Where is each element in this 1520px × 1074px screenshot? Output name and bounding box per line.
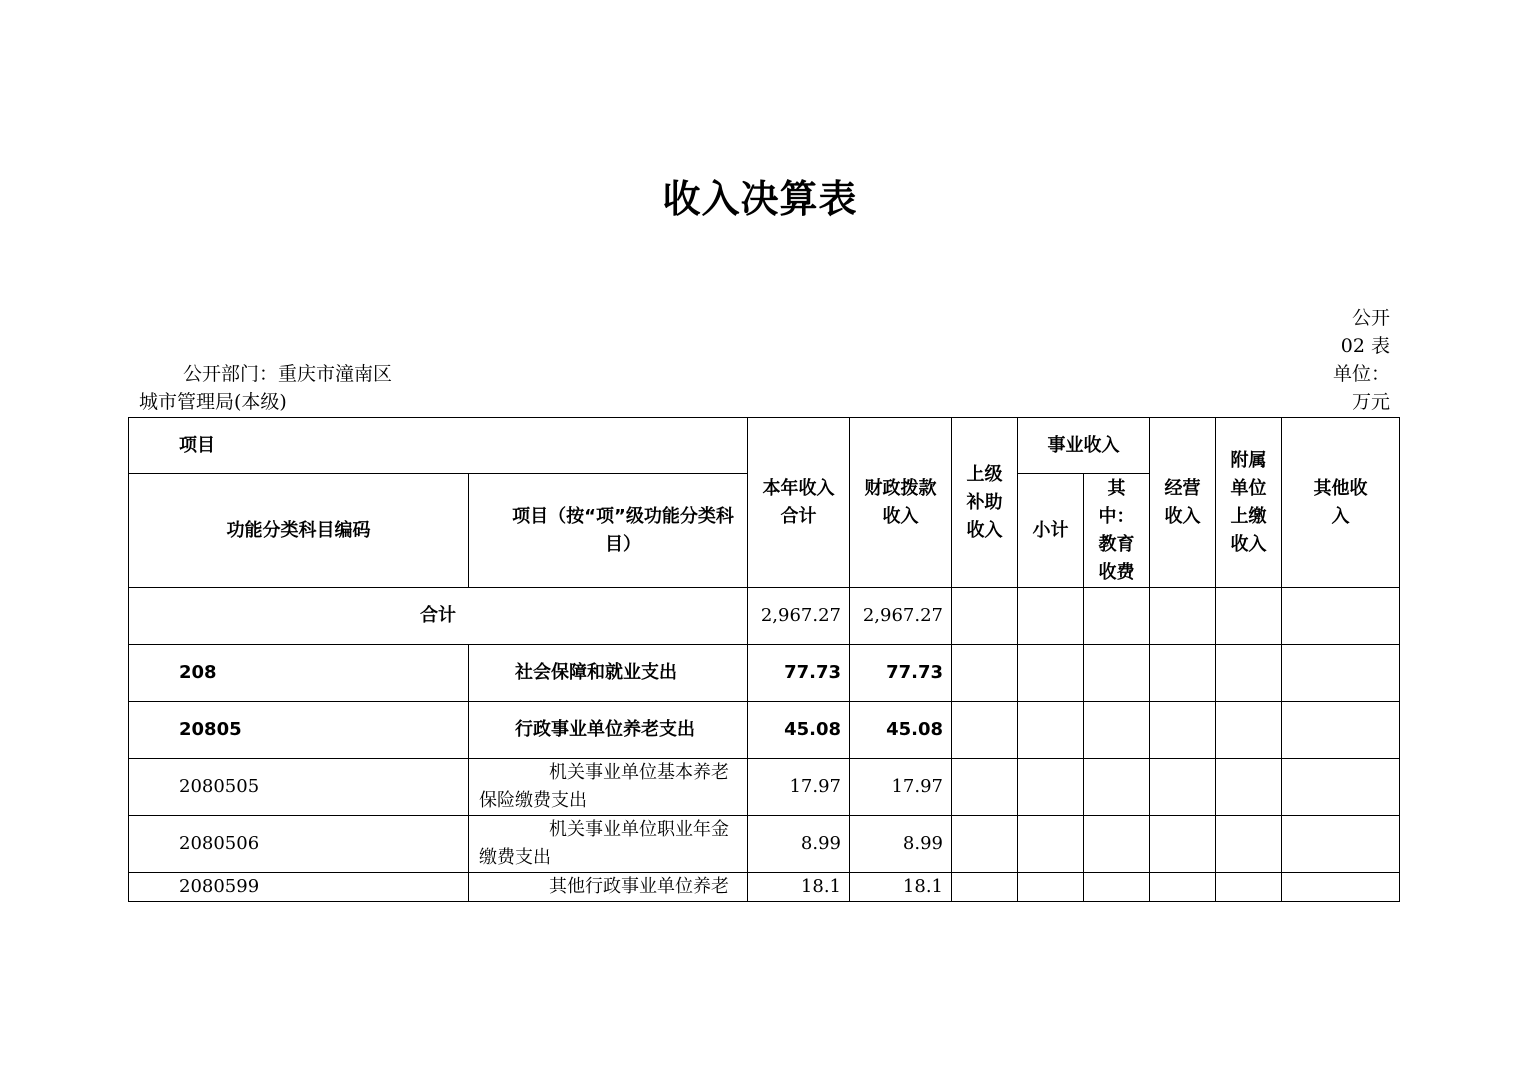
empty-cell: [1150, 759, 1216, 816]
empty-cell: [1216, 588, 1282, 645]
empty-cell: [1282, 645, 1400, 702]
table-row: [129, 702, 1400, 759]
empty-cell: [952, 588, 1018, 645]
empty-cell: [1150, 702, 1216, 759]
empty-cell: [1216, 702, 1282, 759]
row-fiscal: 18.1: [850, 873, 952, 902]
empty-cell: [1150, 588, 1216, 645]
header-name: 项目（按“项”级功能分类科目）: [469, 474, 748, 588]
header-fiscal: 财政拨款收入: [850, 418, 952, 588]
empty-cell: [1018, 759, 1084, 816]
header-affiliated: 附属单位上缴收入: [1216, 418, 1282, 588]
empty-cell: [1084, 873, 1150, 902]
row-code: 2080506: [129, 816, 469, 873]
empty-cell: [1018, 873, 1084, 902]
header-item: 项目: [129, 418, 748, 474]
row-total: 17.97: [748, 759, 850, 816]
row-fiscal: 17.97: [850, 759, 952, 816]
row-name: 其他行政事业单位养老: [469, 873, 748, 902]
empty-cell: [1084, 645, 1150, 702]
row-total: 8.99: [748, 816, 850, 873]
empty-cell: [1282, 588, 1400, 645]
empty-cell: [1018, 645, 1084, 702]
empty-cell: [1150, 873, 1216, 902]
income-table: [128, 417, 1400, 902]
empty-cell: [1282, 873, 1400, 902]
total-income: 2,967.27: [748, 588, 850, 645]
empty-cell: [1018, 702, 1084, 759]
header-education: 其中：教育收费: [1084, 474, 1150, 588]
row-total: 45.08: [748, 702, 850, 759]
row-total: 18.1: [748, 873, 850, 902]
row-code: 2080505: [129, 759, 469, 816]
empty-cell: [1216, 645, 1282, 702]
empty-cell: [1018, 816, 1084, 873]
row-code: 20805: [129, 702, 469, 759]
empty-cell: [952, 816, 1018, 873]
empty-cell: [952, 873, 1018, 902]
department-line2: 城市管理局(本级): [139, 391, 287, 413]
empty-cell: [1216, 873, 1282, 902]
unit-label: [1240, 360, 1390, 416]
row-name: 机关事业单位基本养老保险缴费支出: [469, 759, 748, 816]
empty-cell: [952, 645, 1018, 702]
row-code: 2080599: [129, 873, 469, 902]
empty-cell: [1084, 759, 1150, 816]
empty-cell: [1084, 816, 1150, 873]
row-total: 77.73: [748, 645, 850, 702]
empty-cell: [1150, 645, 1216, 702]
table-row: [129, 759, 1400, 816]
table-row-total: [129, 588, 1400, 645]
row-name: 社会保障和就业支出: [469, 645, 748, 702]
row-code: 208: [129, 645, 469, 702]
empty-cell: [952, 702, 1018, 759]
form-number: [1240, 304, 1390, 360]
empty-cell: [1216, 759, 1282, 816]
header-total: 本年收入合计: [748, 418, 850, 588]
empty-cell: [1018, 588, 1084, 645]
empty-cell: [1282, 816, 1400, 873]
header-subtotal: 小计: [1018, 474, 1084, 588]
empty-cell: [1216, 816, 1282, 873]
row-fiscal: 45.08: [850, 702, 952, 759]
empty-cell: [1282, 702, 1400, 759]
row-name: 行政事业单位养老支出: [469, 702, 748, 759]
header-code: 功能分类科目编码: [129, 474, 469, 588]
unit-line2: 万元: [1351, 391, 1390, 413]
empty-cell: [1282, 759, 1400, 816]
total-label: 合计: [129, 588, 748, 645]
empty-cell: [952, 759, 1018, 816]
table-row: [129, 873, 1400, 902]
header-other: 其他收入: [1282, 418, 1400, 588]
form-number-line1: 公开: [1351, 307, 1390, 329]
empty-cell: [1084, 702, 1150, 759]
page-title: 收入决算表: [662, 177, 858, 221]
row-name: 机关事业单位职业年金缴费支出: [469, 816, 748, 873]
form-number-line2: 02 表: [1340, 335, 1390, 357]
empty-cell: [1150, 816, 1216, 873]
total-fiscal: 2,967.27: [850, 588, 952, 645]
department-line1: 公开部门：重庆市潼南区: [183, 363, 393, 385]
table-row: [129, 816, 1400, 873]
row-fiscal: 77.73: [850, 645, 952, 702]
empty-cell: [1084, 588, 1150, 645]
row-fiscal: 8.99: [850, 816, 952, 873]
header-business: 事业收入: [1018, 418, 1150, 474]
unit-line1: 单位：: [1332, 363, 1390, 385]
header-superior: 上级补助收入: [952, 418, 1018, 588]
header-operating: 经营收入: [1150, 418, 1216, 588]
table-row: [129, 645, 1400, 702]
